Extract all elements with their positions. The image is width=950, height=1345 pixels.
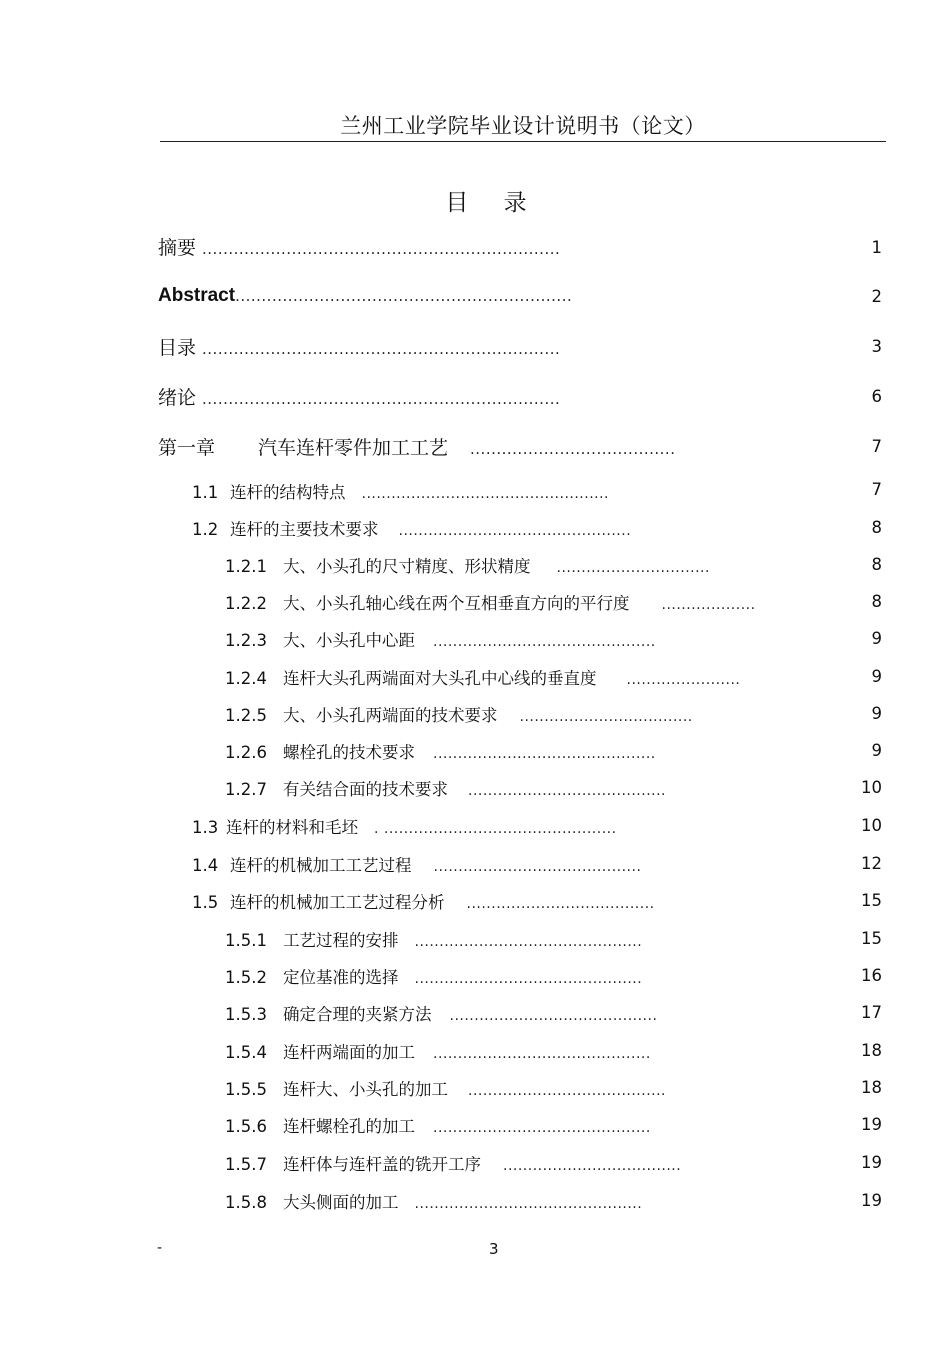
toc-leader-dots: ............................................ [433, 1120, 651, 1136]
toc-page-number: 8 [871, 555, 882, 574]
toc-entry-title: 大、小头孔的尺寸精度、形状精度 [283, 557, 531, 576]
toc-entry-section[interactable] [192, 889, 655, 913]
toc-entry-number: 1.2.1 [225, 557, 267, 576]
toc-entry-number: 1.5.3 [225, 1005, 267, 1024]
toc-entry-section[interactable] [192, 516, 631, 540]
toc-entry-number: 1.2 [192, 520, 219, 539]
toc-leader-dots: .......................................... [433, 859, 642, 875]
toc-leader-dots: ................................... [519, 709, 693, 725]
toc-entry-subsection[interactable] [225, 964, 642, 988]
toc-entry-number: 1.1 [192, 483, 219, 502]
toc-leader-dots: ...................................... [466, 896, 655, 912]
toc-entry-title: Abstract [158, 285, 236, 306]
toc-leader-dots: .................................... [503, 1158, 682, 1174]
toc-entry-number: 1.5.1 [225, 931, 267, 950]
toc-leader-dots: ........................................ [468, 1083, 667, 1099]
toc-entry-subsection[interactable] [225, 739, 656, 763]
toc-page-number: 3 [871, 337, 882, 356]
toc-entry-subsection[interactable] [225, 1113, 651, 1137]
toc-entry-number: 1.2.6 [225, 743, 267, 762]
toc-leader-dots: .................................................. [361, 486, 610, 502]
toc-page-number: 6 [871, 387, 882, 406]
toc-page-number: 9 [871, 667, 882, 686]
toc-entry-subsection[interactable] [225, 1076, 666, 1100]
toc-leader-dots: ........................................ [468, 783, 667, 799]
toc-entry-title: 大、小头孔中心距 [283, 631, 415, 650]
toc-leader-dots: ....................... [626, 672, 741, 688]
toc-entry-title: 连杆大头孔两端面对大头孔中心线的垂直度 [283, 669, 597, 688]
toc-entry-title: 大、小头孔轴心线在两个互相垂直方向的平行度 [283, 594, 630, 613]
toc-leader-dots: ....................................... [470, 440, 676, 458]
toc-entry-title: 确定合理的夹紧方法 [283, 1005, 432, 1024]
toc-leader-dots: .................................................................... [202, 240, 561, 258]
toc-page-number: 8 [871, 592, 882, 611]
toc-entry-abstract-cn[interactable] [158, 233, 560, 260]
toc-entry-title: 汽车连杆零件加工工艺 [258, 437, 449, 459]
toc-leader-dots: ............................................... [398, 523, 632, 539]
toc-entry-section[interactable] [192, 814, 617, 838]
toc-page-number: 2 [871, 287, 882, 306]
toc-leader-dots: .................................................................... [202, 390, 561, 408]
toc-page-number: 19 [861, 1153, 882, 1172]
toc-entry-subsection[interactable] [225, 1001, 657, 1025]
toc-entry-title: 连杆的材料和毛坯 [226, 818, 358, 837]
toc-entry-contents[interactable] [158, 333, 560, 360]
toc-entry-number: 第一章 [158, 437, 216, 459]
toc-entry-chapter-1[interactable] [158, 433, 675, 460]
toc-entry-title: 大头侧面的加工 [283, 1193, 399, 1212]
toc-entry-number: 1.2.3 [225, 631, 267, 650]
toc-page-number: 1 [871, 238, 882, 257]
toc-leader-dots: ................................................................ [235, 287, 573, 305]
toc-leader-dots: ............................................. [433, 746, 656, 762]
footer-page-number: 3 [489, 1240, 499, 1258]
toc-page-number: 8 [871, 518, 882, 537]
toc-leader-dots: ............................................ [433, 1046, 651, 1062]
toc-entry-number: 1.5.5 [225, 1080, 267, 1099]
toc-entry-section[interactable] [192, 479, 609, 503]
toc-entry-title: 工艺过程的安排 [283, 931, 399, 950]
toc-page-number: 7 [871, 437, 882, 456]
toc-entry-title: 连杆的结构特点 [230, 483, 346, 502]
toc-entry-title: 连杆的主要技术要求 [230, 520, 379, 539]
toc-page-number: 19 [861, 1191, 882, 1210]
toc-page-number: 16 [861, 966, 882, 985]
toc-leader-dots: .................................................................... [202, 340, 561, 358]
toc-title: 目 录 [445, 190, 541, 216]
toc-entry-title: 大、小头孔两端面的技术要求 [283, 706, 498, 725]
toc-page-number: 9 [871, 629, 882, 648]
toc-entry-number: 1.5.7 [225, 1155, 267, 1174]
toc-page-number: 9 [871, 741, 882, 760]
toc-leader-dots: ............................................. [433, 634, 656, 650]
toc-entry-subsection[interactable] [225, 590, 756, 614]
toc-page-number: 12 [861, 854, 882, 873]
toc-entry-number: 1.2.7 [225, 780, 267, 799]
toc-entry-title: 螺栓孔的技术要求 [283, 743, 415, 762]
toc-page-number: 10 [861, 816, 882, 835]
toc-page-number: 19 [861, 1115, 882, 1134]
toc-entry-section[interactable] [192, 852, 641, 876]
toc-entry-abstract-en[interactable] [158, 285, 572, 307]
toc-entry-subsection[interactable] [225, 627, 656, 651]
toc-entry-title: 定位基准的选择 [283, 968, 399, 987]
toc-entry-title: 有关结合面的技术要求 [283, 780, 448, 799]
toc-entry-number: 1.5.6 [225, 1117, 267, 1136]
toc-entry-introduction[interactable] [158, 383, 560, 410]
toc-entry-number: 1.4 [192, 856, 219, 875]
toc-entry-number: 1.5.2 [225, 968, 267, 987]
toc-page-number: 10 [861, 778, 882, 797]
toc-entry-title: 连杆体与连杆盖的铣开工序 [283, 1155, 481, 1174]
toc-leader-dots: . ............................................... [374, 821, 617, 837]
toc-entry-title: 摘要 [158, 237, 197, 259]
toc-entry-subsection[interactable] [225, 665, 740, 689]
toc-entry-subsection[interactable] [225, 1189, 642, 1213]
toc-leader-dots: .............................................. [414, 1196, 643, 1212]
toc-leader-dots: .............................................. [414, 934, 643, 950]
footer-mark: - [157, 1240, 163, 1256]
toc-entry-title: 绪论 [158, 387, 197, 409]
toc-page-number: 18 [861, 1078, 882, 1097]
toc-entry-subsection[interactable] [225, 1151, 681, 1175]
toc-entry-subsection[interactable] [225, 927, 642, 951]
toc-page-number: 18 [861, 1041, 882, 1060]
toc-entry-number: 1.2.2 [225, 594, 267, 613]
toc-page-number: 15 [861, 891, 882, 910]
toc-entry-title: 连杆螺栓孔的加工 [283, 1117, 415, 1136]
toc-entry-subsection[interactable] [225, 702, 693, 726]
toc-entry-title: 目录 [158, 337, 197, 359]
toc-entry-number: 1.2.5 [225, 706, 267, 725]
toc-entry-subsection[interactable] [225, 1039, 651, 1063]
toc-entry-title: 连杆的机械加工工艺过程 [230, 856, 412, 875]
toc-entry-subsection[interactable] [225, 553, 710, 577]
toc-page-number: 15 [861, 929, 882, 948]
toc-entry-title: 连杆两端面的加工 [283, 1043, 415, 1062]
toc-entry-title: 连杆大、小头孔的加工 [283, 1080, 448, 1099]
toc-entry-number: 1.5 [192, 893, 219, 912]
toc-leader-dots: .......................................... [449, 1008, 658, 1024]
toc-leader-dots: ............................... [556, 560, 710, 576]
toc-entry-subsection[interactable] [225, 776, 666, 800]
toc-entry-number: 1.5.8 [225, 1193, 267, 1212]
toc-page-number: 9 [871, 704, 882, 723]
toc-entry-number: 1.3 [192, 818, 219, 837]
toc-entry-number: 1.2.4 [225, 669, 267, 688]
toc-entry-title: 连杆的机械加工工艺过程分析 [230, 893, 445, 912]
toc-page-number: 7 [871, 480, 882, 499]
toc-leader-dots: .............................................. [414, 971, 643, 987]
toc-entry-number: 1.5.4 [225, 1043, 267, 1062]
toc-page-number: 17 [861, 1003, 882, 1022]
toc-leader-dots: ................... [661, 597, 756, 613]
page-header: 兰州工业学院毕业设计说明书（论文） [340, 114, 706, 138]
